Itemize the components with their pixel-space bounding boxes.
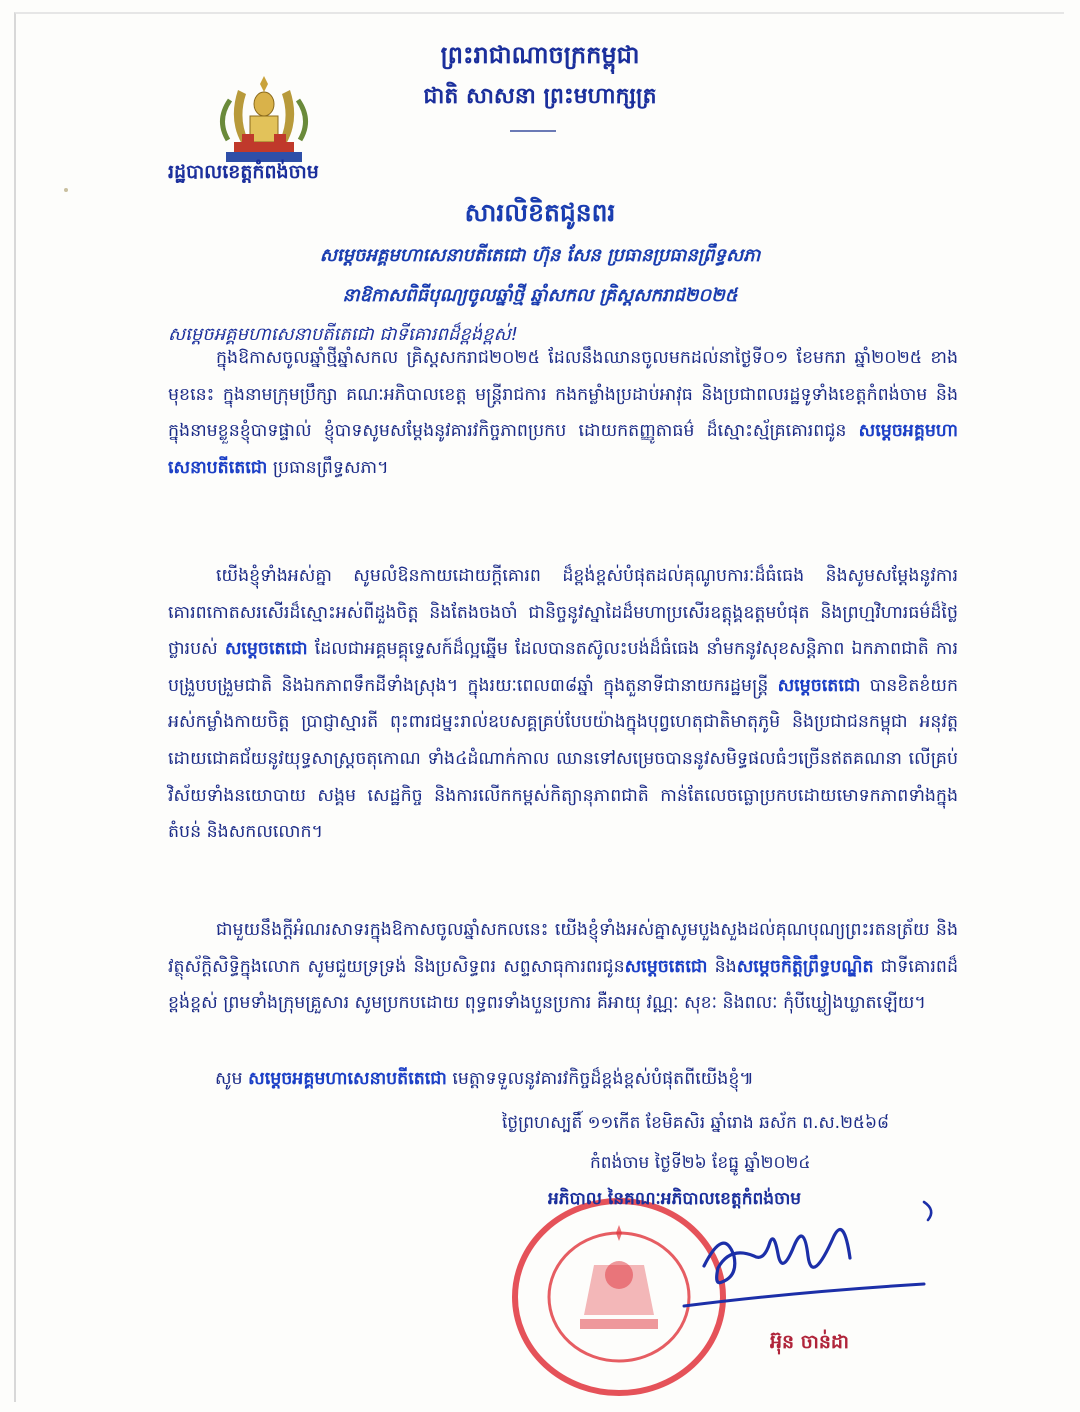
paragraph-1-end: ប្រធានព្រឹទ្ធសភា។ bbox=[272, 457, 389, 478]
paragraph-3-text: ជាទីគោរពដ៏ខ្ពង់ខ្ពស់ ព្រមទាំងក្រុមគ្រួសារ សូមប្រកបដោយ ពុទ្ធពរទាំងបួនប្រការ គឺអាយុ វណ្ណៈ សុខៈ និងពលៈ កុំបីឃ្លៀងឃ្លាតឡើយ។ bbox=[168, 956, 958, 1014]
divider-ornament bbox=[510, 130, 556, 132]
honorific-highlight: សម្តេចតេជោ bbox=[224, 639, 308, 660]
paragraph-1-text: ក្នុងឱកាសចូលឆ្នាំថ្មីឆ្នាំសកល គ្រិស្តសករាជ២០២៥ ដែលនឹងឈានចូលមកដល់នាថ្ងៃទី០១ ខែមករា ឆ្នាំ២០២៥ ខាងមុខនេះ ក្នុងនាមក្រុមប្រឹក្សា គណៈអភិបាលខេត្ត មន្ត្រីរាជការ កងកម្លាំងប្រដាប់អាវុធ និងប្រជាពលរដ្ឋទូទាំងខេត្តកំពង់ចាម និងក្នុងនាមខ្លួនខ្ញុំបាទផ្ទាល់ ខ្ញុំបាទសូមសម្តែងនូវគារវកិច្ចភាពប្រកប ដោយកតញ្ញូតាធម៌ ដ៏ស្មោះស្ម័គ្រគោរពជូន bbox=[168, 348, 958, 442]
national-motto: ជាតិ សាសនា ព្រះមហាក្សត្រ bbox=[423, 84, 657, 109]
paper-speck bbox=[64, 188, 68, 192]
signer-name: អ៊ុន ចាន់ដា bbox=[770, 1331, 849, 1353]
paragraph-2-text: បានខិតខំយកអស់កម្លាំងកាយចិត្ត ប្រាជ្ញាស្មារតី ពុះពារជម្នះរាល់ឧបសគ្គគ្រប់បែបយ៉ាងក្នុងបុព្វហេតុជាតិមាតុភូមិ និងប្រជាជនកម្ពុជា អនុវត្តដោយជោគជ័យនូវយុទ្ធសាស្ត្រចតុកោណ ទាំង៤ដំណាក់កាល ឈានទៅសម្រេចបាននូវសមិទ្ធផលធំៗច្រើនឥតគណនា លើគ្រប់វិស័យទាំងនយោបាយ សង្គម សេដ្ឋកិច្ច និងការលើកកម្ពស់កិត្យានុភាពជាតិ កាន់តែលេចធ្លោប្រកបដោយមោទកភាពទាំងក្នុងតំបន់ និងសកលលោក។ bbox=[168, 675, 959, 843]
honorific-highlight: សម្តេចតេជោ bbox=[777, 675, 861, 696]
letter-subtitle-recipient: សម្តេចអគ្គមហាសេនាបតីតេជោ ហ៊ុន សែន ប្រធានប្រធានព្រឹទ្ធសភា bbox=[319, 245, 761, 266]
paragraph-2-text: យើងខ្ញុំទាំងអស់គ្នា សូមលំឱនកាយដោយក្តីគោរព ដ៏ខ្ពង់ខ្ពស់បំផុតដល់គុណូបការៈដ៏ធំធេង និងសូមសម្តែងនូវការគោរពកោតសរសើរដ៏ស្មោះអស់ពីដួងចិត្ត និងតែងចងចាំ ជានិច្ចនូវស្នាដៃដ៏មហាប្រសើរឧត្តុង្គឧត្តមបំផុត និងព្រហ្មវិហារធម៌ដ៏ថ្លៃថ្លារបស់ bbox=[168, 566, 958, 660]
salutation: សម្តេចអគ្គមហាសេនាបតីតេជោ ជាទីគោរពដ៏ខ្ពង់ខ្ពស់! bbox=[168, 324, 518, 345]
paragraph-3 bbox=[168, 912, 958, 1022]
paragraph-3-text: ជាមួយនឹងក្តីអំណរសាទរក្នុងឱកាសចូលឆ្នាំសកលនេះ យើងខ្ញុំទាំងអស់គ្នាសូមបួងសួងដល់គុណបុណ្យព្រះរតនត្រ័យ និងវត្ថុស័ក្តិសិទ្ធិក្នុងលោក សូមជួយទ្រទ្រង់ និងប្រសិទ្ធពរ សព្ទសាធុការពរជូន bbox=[168, 920, 958, 977]
honorific-highlight: សម្តេចកិត្តិព្រឹទ្ធបណ្ឌិត bbox=[736, 956, 874, 977]
honorific-highlight: សម្តេចតេជោ bbox=[624, 956, 708, 977]
honorific-highlight: សម្តេចអគ្គមហាសេនាបតីតេជោ bbox=[248, 1069, 447, 1089]
solar-date: កំពង់ចាម ថ្ងៃទី២៦ ខែធ្នូ ឆ្នាំ២០២៤ bbox=[590, 1153, 811, 1173]
handwritten-signature-icon bbox=[674, 1196, 964, 1326]
paragraph-2 bbox=[168, 558, 958, 851]
paragraph-2-text: ដែលជាអគ្គមគ្គុទ្ទេសក៍ដ៏ល្អឆ្នើម ដែលបានតស៊ូលះបង់ដ៏ធំធេង នាំមកនូវសុខសន្តិភាព ឯកភាពជាតិ ការបង្រួបបង្រួមជាតិ និងឯកភាពទឹកដីទាំងស្រុង។ ក្នុងរយៈពេល៣៨ឆ្នាំ ក្នុងតួនាទីជានាយករដ្ឋមន្ត្រី bbox=[168, 639, 958, 696]
signer-position: អភិបាល នៃគណៈអភិបាលខេត្តកំពង់ចាម bbox=[548, 1189, 802, 1209]
issuing-authority: រដ្ឋបាលខេត្តកំពង់ចាម bbox=[168, 161, 319, 183]
closing-word: សូម bbox=[215, 1069, 243, 1089]
kingdom-heading: ព្រះរាជាណាចក្រកម្ពុជា bbox=[440, 41, 640, 69]
closing-line bbox=[215, 1068, 754, 1093]
lunar-date: ថ្ងៃព្រហស្បតិ៍ ១១កើត ខែមិគសិរ ឆ្នាំរោង ឆស័ក ព.ស.២៥៦៨ bbox=[502, 1113, 890, 1133]
letter-subtitle-occasion: នាឱកាសពិធីបុណ្យចូលឆ្នាំថ្មី ឆ្នាំសកល គ្រិស្តសករាជ២០២៥ bbox=[342, 285, 738, 306]
letter-title: សារលិខិតជូនពរ bbox=[464, 198, 616, 227]
closing-text: មេត្តាទទួលនូវគារវកិច្ចដ៏ខ្ពង់ខ្ពស់បំផុតពីយើងខ្ញុំ៕ bbox=[452, 1069, 754, 1089]
honorific-highlight: សម្តេចអគ្គមហាសេនាបតីតេជោ bbox=[168, 421, 958, 478]
paragraph-1 bbox=[168, 340, 958, 486]
paragraph-3-text: និង bbox=[714, 956, 737, 977]
